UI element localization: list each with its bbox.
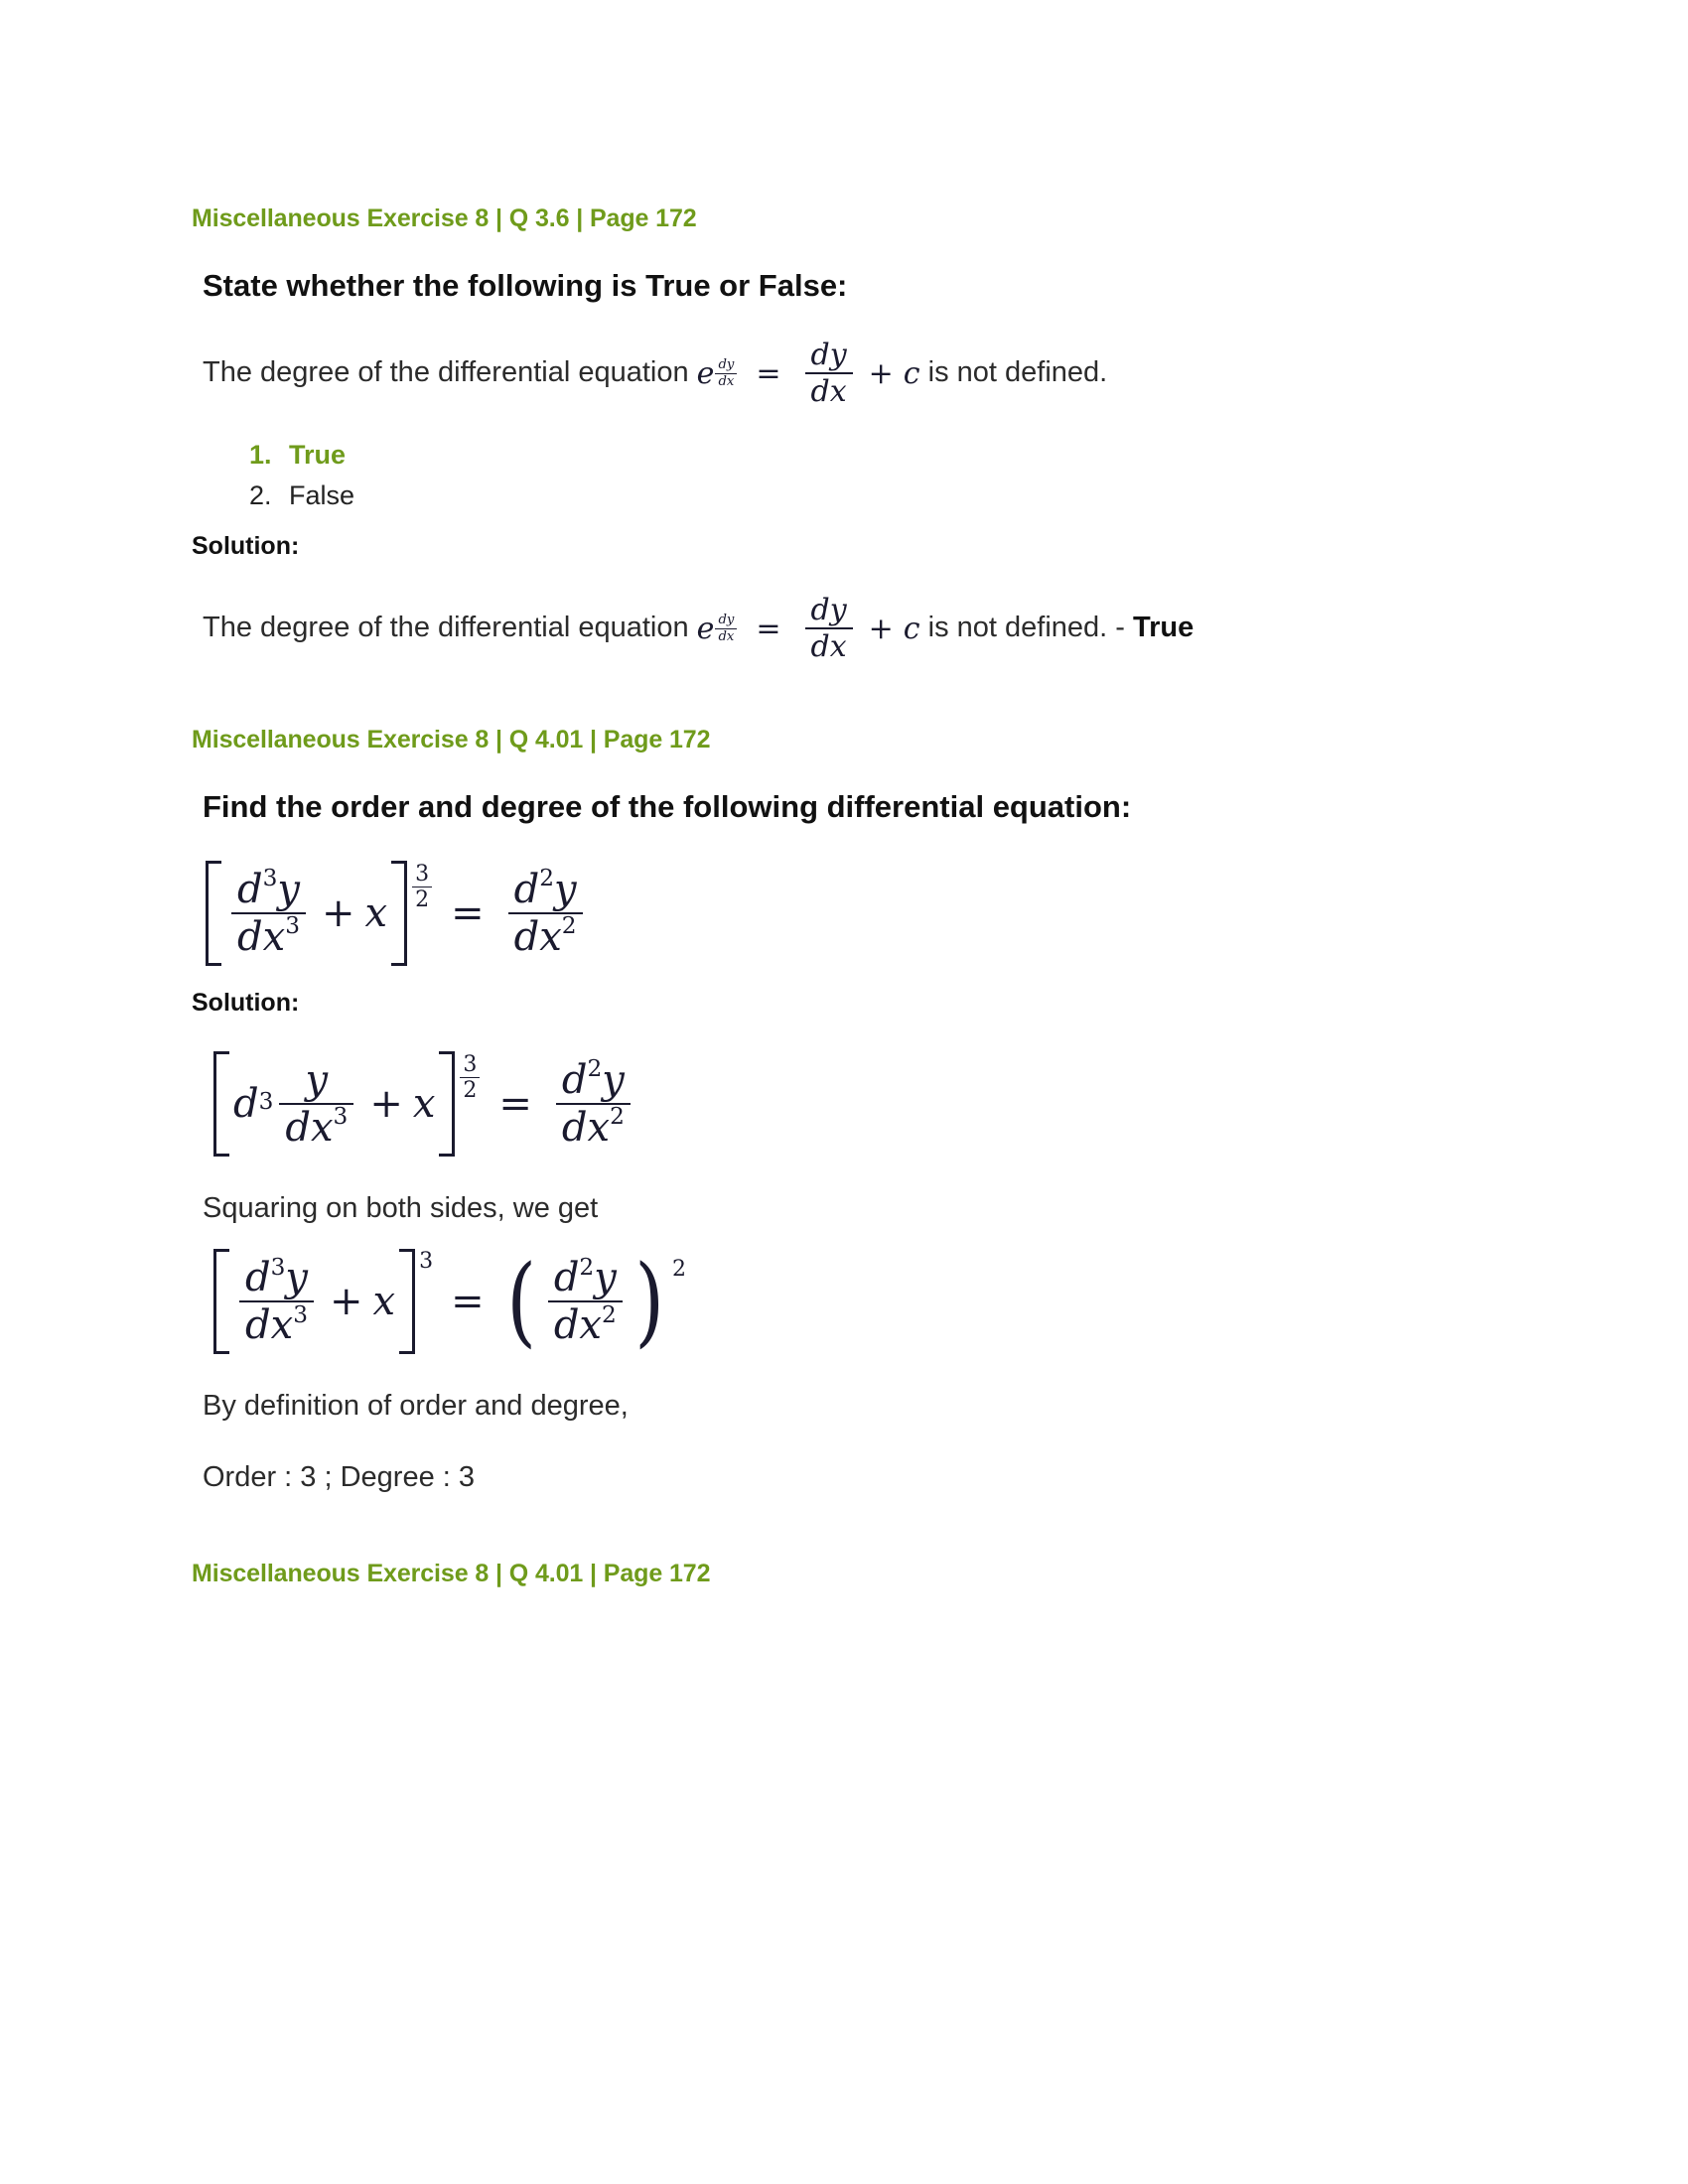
bracket-contents bbox=[229, 1249, 399, 1354]
math-equals-sign: = bbox=[756, 611, 781, 646]
math-lhs-numerator bbox=[231, 864, 306, 912]
definition-text: By definition of order and degree, bbox=[203, 1390, 629, 1423]
math-rhs-fraction bbox=[508, 864, 583, 960]
math-rhs-numerator bbox=[548, 1253, 623, 1301]
exercise-header-q4-01: Miscellaneous Exercise 8 | Q 4.01 | Page 172 bbox=[192, 725, 711, 753]
choice-label: False bbox=[289, 479, 355, 510]
solution-label-q3-6: Solution: bbox=[192, 531, 300, 560]
math-exponent-fraction bbox=[715, 358, 737, 389]
choice-label: True bbox=[289, 439, 347, 470]
exponent-denominator: 2 bbox=[460, 1077, 480, 1102]
exponent-denominator: 2 bbox=[412, 887, 432, 911]
bracket-left bbox=[206, 861, 221, 966]
exponent-fraction bbox=[412, 863, 432, 911]
math-term-x: x bbox=[372, 1279, 396, 1325]
math-order-superscript: 2 bbox=[610, 1102, 625, 1130]
math-d: d bbox=[245, 1255, 271, 1301]
math-plus-sign: + bbox=[329, 1279, 363, 1325]
math-base-e: e bbox=[696, 611, 715, 646]
math-dx: dx bbox=[553, 1302, 602, 1349]
choice-number: 1. bbox=[249, 439, 272, 470]
question-heading-q4-01: Find the order and degree of the following differential equation: bbox=[203, 788, 1132, 824]
bracket-group-lhs bbox=[213, 1249, 433, 1354]
solution-label-q4-01: Solution: bbox=[192, 988, 300, 1017]
bracket-group-lhs bbox=[213, 1051, 481, 1157]
question-text-q3-6 bbox=[203, 337, 1482, 410]
spacer bbox=[192, 469, 1482, 482]
math-lhs-denominator bbox=[239, 1300, 314, 1349]
math-dx: dx bbox=[513, 913, 562, 960]
math-lead-order: 3 bbox=[258, 1087, 274, 1115]
spacer bbox=[192, 408, 1482, 442]
inline-equation-e-dydx-solution bbox=[696, 592, 920, 665]
math-plus-sign: + bbox=[868, 611, 894, 646]
math-exponent-denominator: dx bbox=[715, 373, 737, 389]
spacer bbox=[192, 1497, 1482, 1559]
math-exponent-numerator: dy bbox=[718, 612, 735, 627]
math-order-superscript: 2 bbox=[602, 1300, 617, 1328]
math-lhs-numerator bbox=[239, 1253, 314, 1301]
math-constant-c: c bbox=[903, 355, 920, 391]
section-q3-6 bbox=[192, 204, 1482, 663]
math-order-superscript: 3 bbox=[293, 1300, 308, 1328]
spacer bbox=[192, 827, 1482, 861]
spacer bbox=[192, 1227, 1482, 1249]
math-equals-sign: = bbox=[451, 889, 485, 936]
document-content bbox=[192, 204, 1482, 1588]
spacer bbox=[192, 663, 1482, 725]
math-rhs-fraction bbox=[804, 337, 852, 410]
question-text-prefix: The degree of the differential equation bbox=[203, 355, 689, 388]
order-degree-result: Order : 3 ; Degree : 3 bbox=[203, 1460, 476, 1493]
math-plus-sign: + bbox=[868, 355, 894, 391]
section-q4-01 bbox=[192, 725, 1482, 1497]
solution-answer-true: True bbox=[1133, 611, 1195, 643]
math-equals-sign: = bbox=[451, 1279, 485, 1325]
math-exponent-fraction bbox=[715, 614, 737, 644]
math-d: d bbox=[553, 1255, 580, 1301]
squaring-text: Squaring on both sides, we get bbox=[203, 1191, 599, 1224]
solution-text-q3-6 bbox=[203, 592, 1482, 665]
spacer bbox=[192, 754, 1482, 788]
math-d: d bbox=[561, 1056, 588, 1103]
math-exponent-numerator: dy bbox=[718, 356, 735, 372]
bracket-left bbox=[213, 1249, 229, 1354]
bracket-exponent bbox=[459, 1053, 481, 1102]
math-dx: dx bbox=[285, 1104, 334, 1151]
math-plus-sign: + bbox=[321, 889, 355, 936]
math-rhs-fraction bbox=[556, 1054, 631, 1151]
math-rhs-denominator: dx bbox=[805, 627, 853, 663]
round-parenthesis bbox=[502, 1245, 668, 1359]
spacer bbox=[192, 306, 1482, 340]
math-y: y bbox=[602, 1056, 625, 1103]
bracket-contents bbox=[221, 861, 391, 966]
math-lhs-numerator: y bbox=[305, 1056, 329, 1103]
math-order-superscript: 3 bbox=[270, 1253, 286, 1281]
math-plus-sign: + bbox=[369, 1080, 403, 1127]
exponent-fraction bbox=[460, 1053, 480, 1102]
inline-equation-e-dydx bbox=[696, 337, 920, 410]
math-rhs-numerator: dy bbox=[810, 592, 847, 627]
math-lead-d: d bbox=[233, 1080, 259, 1127]
math-dx: dx bbox=[245, 1302, 294, 1349]
spacer bbox=[192, 509, 1482, 531]
math-constant-c: c bbox=[903, 611, 920, 646]
spacer bbox=[192, 561, 1482, 595]
exponent-numerator: 3 bbox=[463, 1051, 478, 1077]
spacer bbox=[192, 1157, 1482, 1190]
bracket-contents bbox=[229, 1051, 439, 1157]
bracket-exponent: 3 bbox=[419, 1249, 434, 1275]
math-order-superscript: 2 bbox=[579, 1253, 595, 1281]
square-bracket bbox=[213, 1051, 455, 1157]
math-term-x: x bbox=[364, 889, 388, 936]
bracket-right bbox=[399, 1249, 415, 1354]
exercise-header-footer-q4-01: Miscellaneous Exercise 8 | Q 4.01 | Page 172 bbox=[192, 1559, 711, 1587]
math-y: y bbox=[277, 866, 300, 912]
paren-group-rhs bbox=[502, 1245, 687, 1359]
choice-item-true[interactable] bbox=[249, 439, 1482, 470]
math-lhs-fraction bbox=[279, 1056, 353, 1151]
bracket-group-lhs bbox=[206, 861, 433, 966]
exercise-header-q3-6: Miscellaneous Exercise 8 | Q 3.6 | Page 172 bbox=[192, 205, 697, 232]
math-equals-sign: = bbox=[756, 355, 781, 391]
math-y: y bbox=[594, 1255, 617, 1301]
solution-text-suffix: is not defined. - bbox=[927, 611, 1125, 643]
equation-squared-q4-01 bbox=[213, 1245, 687, 1359]
math-base-e: e bbox=[696, 355, 715, 391]
choice-list-q3-6 bbox=[192, 439, 1482, 510]
solution-text-prefix: The degree of the differential equation bbox=[203, 611, 689, 643]
equation-question-q4-01 bbox=[206, 861, 589, 966]
math-dx: dx bbox=[237, 913, 286, 960]
square-bracket bbox=[213, 1249, 415, 1354]
math-d: d bbox=[513, 866, 540, 912]
bracket-exponent bbox=[411, 863, 433, 911]
math-rhs-denominator bbox=[508, 912, 583, 958]
math-rhs-denominator bbox=[556, 1103, 631, 1149]
math-order-superscript: 2 bbox=[539, 864, 554, 891]
paren-right: ) bbox=[634, 1245, 664, 1359]
spacer bbox=[192, 233, 1482, 267]
math-lhs-denominator bbox=[231, 912, 306, 958]
math-d: d bbox=[237, 866, 263, 912]
exponent-numerator: 3 bbox=[415, 861, 430, 887]
paren-contents bbox=[540, 1253, 631, 1349]
spacer bbox=[192, 1354, 1482, 1388]
math-lhs-fraction bbox=[239, 1253, 314, 1349]
math-rhs-fraction bbox=[548, 1253, 623, 1349]
math-order-superscript: 2 bbox=[587, 1054, 603, 1082]
choice-number: 2. bbox=[249, 479, 272, 510]
math-rhs-numerator bbox=[508, 864, 583, 912]
math-rhs-denominator bbox=[548, 1300, 623, 1349]
math-lhs-fraction bbox=[231, 864, 306, 960]
math-equals-sign: = bbox=[498, 1080, 532, 1127]
bracket-right bbox=[391, 861, 407, 966]
math-order-superscript: 3 bbox=[333, 1102, 349, 1130]
spacer bbox=[192, 966, 1482, 988]
math-order-superscript: 3 bbox=[285, 911, 300, 939]
spacer bbox=[192, 1018, 1482, 1051]
math-order-superscript: 3 bbox=[262, 864, 278, 891]
equation-solution-q4-01 bbox=[213, 1051, 636, 1157]
question-text-suffix: is not defined. bbox=[927, 355, 1108, 388]
paren-left: ( bbox=[505, 1245, 536, 1359]
math-term-x: x bbox=[412, 1080, 436, 1127]
math-rhs-denominator: dx bbox=[805, 372, 853, 408]
math-dx: dx bbox=[561, 1104, 611, 1151]
question-heading-q3-6: State whether the following is True or False: bbox=[203, 268, 848, 303]
math-rhs-numerator: dy bbox=[810, 337, 847, 372]
math-exponent-denominator: dx bbox=[715, 628, 737, 644]
math-y: y bbox=[285, 1255, 308, 1301]
math-rhs-numerator bbox=[556, 1054, 631, 1103]
paren-exponent: 2 bbox=[672, 1257, 687, 1283]
spacer bbox=[192, 1426, 1482, 1459]
bracket-right bbox=[439, 1051, 455, 1157]
square-bracket bbox=[206, 861, 407, 966]
choice-item-false[interactable] bbox=[249, 479, 1482, 510]
math-order-superscript: 2 bbox=[561, 911, 577, 939]
math-lhs-denominator bbox=[279, 1103, 353, 1149]
math-y: y bbox=[553, 866, 577, 912]
math-rhs-fraction bbox=[804, 592, 852, 665]
bracket-left bbox=[213, 1051, 229, 1157]
